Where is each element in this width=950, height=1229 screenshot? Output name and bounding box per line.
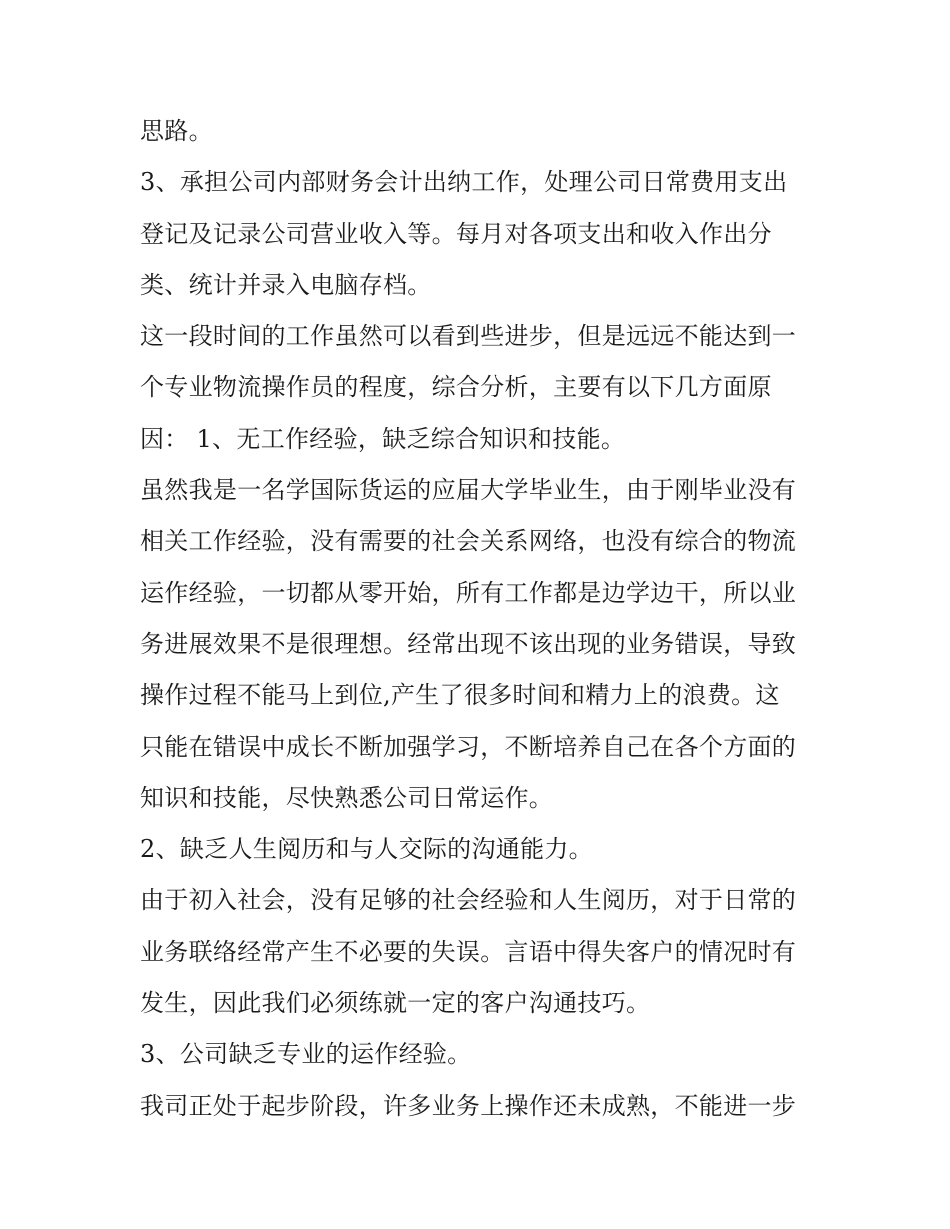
text-line: 因： 1、无工作经验，缺乏综合知识和技能。: [140, 424, 626, 453]
document-body: [140, 106, 820, 1132]
text-line: 只能在错误中成长不断加强学习，不断培养自己在各个方面的: [140, 732, 797, 761]
text-line: 相关工作经验，没有需要的社会关系网络，也没有综合的物流: [140, 527, 797, 556]
text-line: 运作经验，一切都从零开始，所有工作都是边学边干，所以业: [140, 578, 797, 607]
text-line: 知识和技能，尽快熟悉公司日常运作。: [140, 783, 554, 812]
text-line: 3、公司缺乏专业的运作经验。: [140, 1040, 472, 1069]
text-line: 发生，因此我们必须练就一定的客户沟通技巧。: [140, 989, 651, 1018]
text-line: 虽然我是一名学国际货运的应届大学毕业生，由于刚毕业没有: [140, 476, 797, 505]
text-line: 这一段时间的工作虽然可以看到些进步，但是远远不能达到一: [140, 322, 797, 351]
text-line: 由于初入社会，没有足够的社会经验和人生阅历，对于日常的: [140, 886, 797, 915]
text-line: 类、统计并录入电脑存档。: [140, 270, 432, 299]
text-line: 我司正处于起步阶段，许多业务上操作还未成熟，不能进一步: [140, 1091, 797, 1120]
text-line: 2、缺乏人生阅历和与人交际的沟通能力。: [140, 835, 593, 864]
text-line: 操作过程不能马上到位,产生了很多时间和精力上的浪费。这: [140, 681, 780, 710]
text-line: 思路。: [140, 117, 213, 145]
text-line: 务进展效果不是很理想。经常出现不该出现的业务错误，导致: [140, 629, 797, 658]
text-line: 登记及记录公司营业收入等。每月对各项支出和收入作出分: [140, 219, 772, 248]
text-line: 个专业物流操作员的程度，综合分析，主要有以下几方面原: [140, 373, 772, 402]
text-line: 业务联络经常产生不必要的失误。言语中得失客户的情况时有: [140, 937, 797, 966]
text-line: 3、承担公司内部财务会计出纳工作，处理公司日常费用支出: [140, 168, 788, 197]
